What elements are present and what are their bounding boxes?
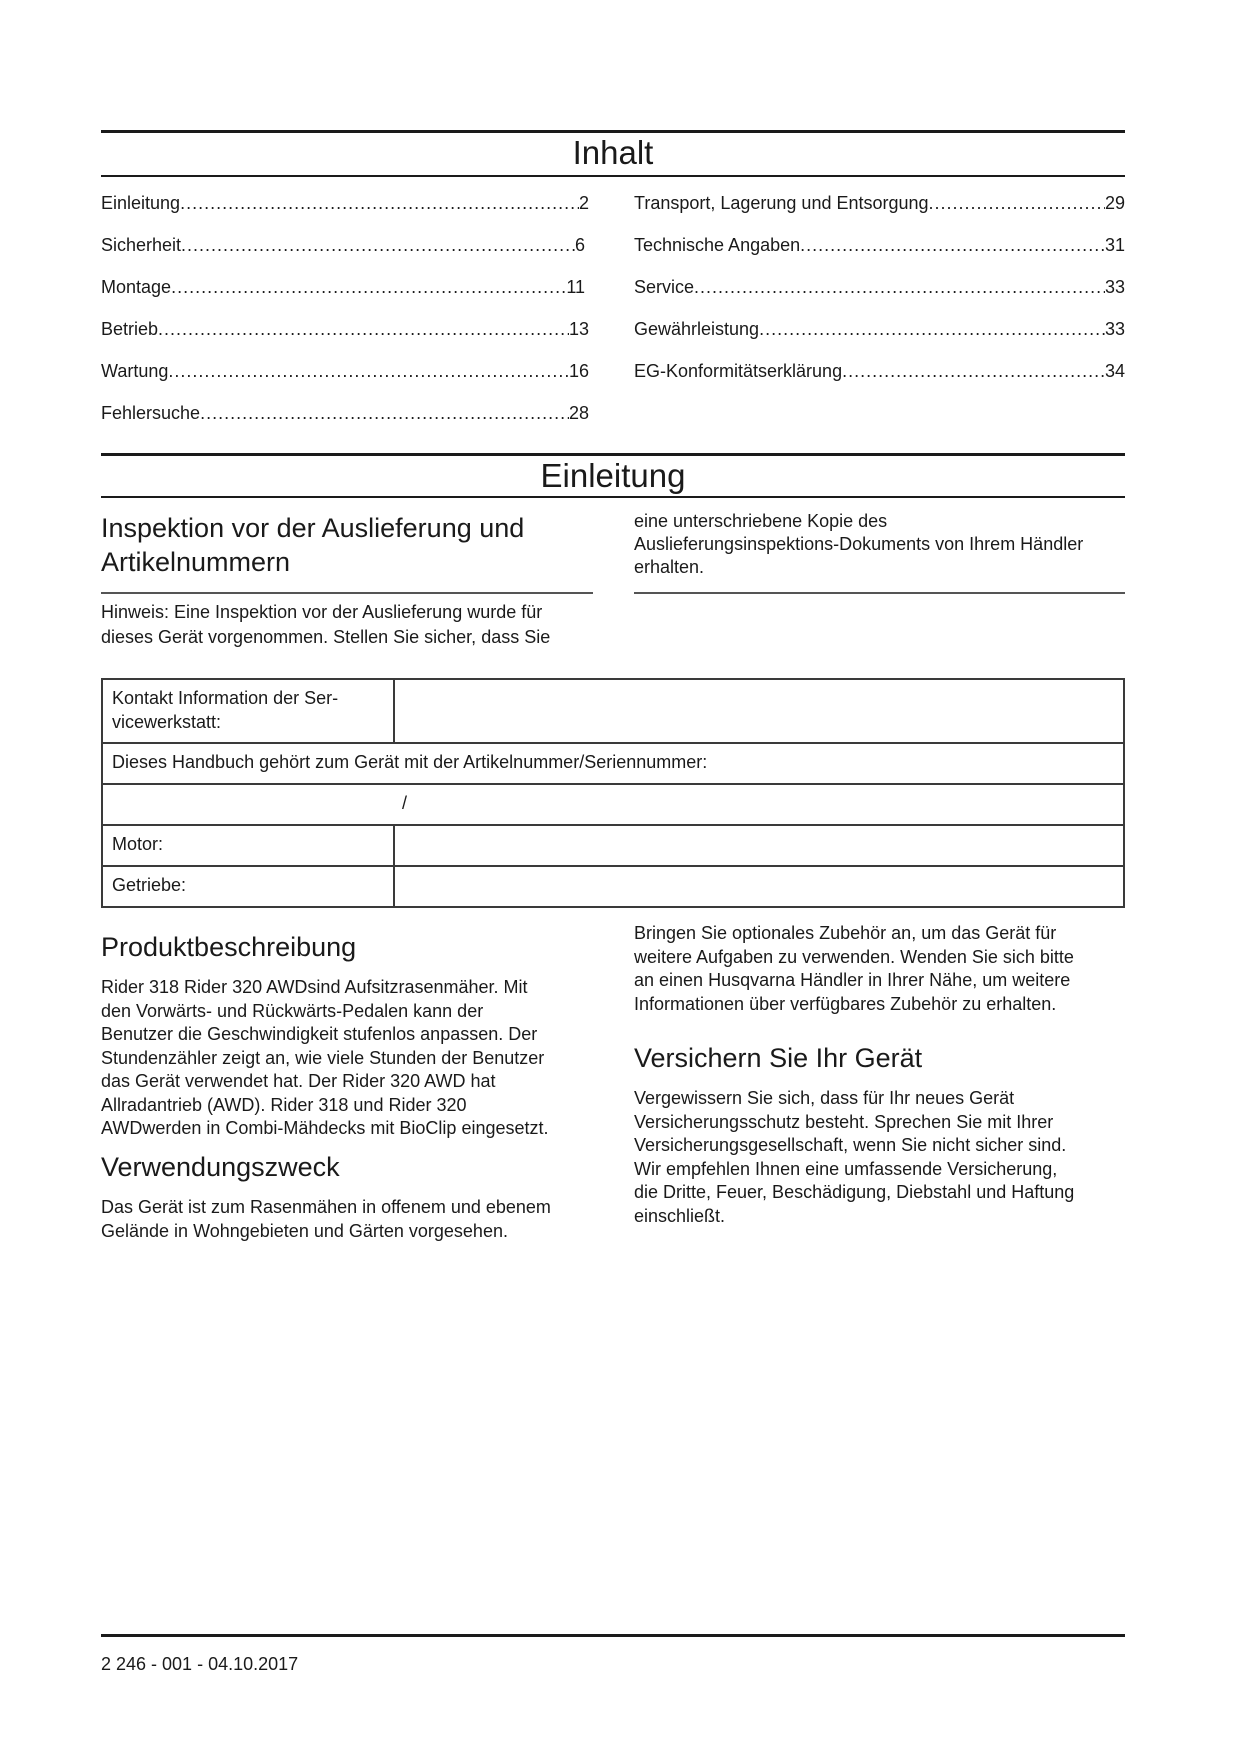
toc-entry-eg-konformitaet[interactable]: EG-Konformitätserklärung ..... 34 [634,360,1125,382]
footer-rule [101,1634,1125,1637]
inspection-right-text: eine unterschriebene Kopie des Auslieferungsinspektions-Dokuments von Ihrem Händler erhalten. [634,511,1084,577]
toc-title: Inhalt [572,134,654,171]
gearbox-label-cell: Getriebe: [102,866,394,907]
inspection-divider [101,592,593,594]
toc-bottom-rule [101,175,1125,177]
toc-entry-einleitung[interactable]: Einleitung ..... 2 [101,192,589,214]
purpose-text: Das Gerät ist zum Rasenmähen in offenem und ebenem Gelände in Wohngebieten und Gärten vorgesehen. [101,1197,551,1241]
product-description-section [101,930,601,1141]
purpose-heading: Verwendungszweck [101,1152,340,1182]
product-text: Rider 318 Rider 320 AWDsind Aufsitzrasenmäher. Mit den Vorwärts- und Rückwärts-Pedalen kann der Benutzer die Geschwindigkeit stufenlos anpassen. Der Stundenzähler zeigt an, wie viele Stunden der Benutzer das Gerät verwendet hat. Der Rider 320 AWD hat Allradantrieb (AWD). Rider 318 und Rider 320 AWDwerden in Combi-Mähdecks mit BioClip eingesetzt. [101,977,549,1138]
product-heading: Produktbeschreibung [101,932,357,962]
intro-bottom-rule [101,496,1125,498]
inspection-note: Hinweis: Eine Inspektion vor der Auslieferung wurde für dieses Gerät vorgenommen. Stellen Sie sicher, dass Sie [101,602,551,647]
toc-entry-transport[interactable]: Transport, Lagerung und Entsorgung ..... 29 [634,192,1125,214]
inspection-block [101,511,601,579]
toc-entry-service[interactable]: Service ..... 33 [634,276,1125,298]
note-label: Hinweis: [101,602,170,622]
insurance-section [634,1041,1134,1228]
accessories-text: Bringen Sie optionales Zubehör an, um das Gerät für weitere Aufgaben zu verwenden. Wenden Sie sich bitte an einen Husqvarna Händler in Ihrer Nähe, um weitere Informationen über verfügbares Zubehör zu erhalten. [634,923,1074,1014]
gearbox-value-cell[interactable] [394,866,1124,907]
serial-number-cell[interactable] [102,784,1124,825]
contact-label-cell: Kontakt Information der Ser- vicewerkstatt: [102,679,394,743]
purpose-section [101,1150,601,1243]
serial-separator: / [402,793,408,813]
insurance-text: Vergewissern Sie sich, dass für Ihr neues Gerät Versicherungsschutz besteht. Sprechen Sie mit Ihrer Versicherungsgesellschaft, wenn Sie nicht sicher sind. Wir empfehlen Ihnen eine umfassende Versicherung, die Dritte, Feuer, Beschädigung, Diebstahl und Haftung einschließt. [634,1088,1075,1226]
toc-entry-betrieb[interactable]: Betrieb ..... 13 [101,318,589,340]
toc-entry-montage[interactable]: Montage ..... 11 [101,276,585,298]
manual-serial-row: Dieses Handbuch gehört zum Gerät mit der Artikelnummer/Seriennummer: [102,743,1124,784]
footer-doc-number: 2 246 - 001 - 04.10.2017 [101,1654,299,1674]
contact-value-cell[interactable] [394,679,1124,743]
inspection-right-divider [634,592,1125,594]
motor-label-cell: Motor: [102,825,394,866]
toc-entry-fehlersuche[interactable]: Fehlersuche ..... 28 [101,402,589,424]
toc-entry-gewaehrleistung[interactable]: Gewährleistung ..... 33 [634,318,1125,340]
insurance-heading: Versichern Sie Ihr Gerät [634,1043,923,1073]
toc-entry-sicherheit[interactable]: Sicherheit ..... 6 [101,234,585,256]
intro-title: Einleitung [540,457,686,494]
product-info-table [101,678,1125,908]
toc-entry-wartung[interactable]: Wartung ..... 16 [101,360,589,382]
toc-entry-technische-angaben[interactable]: Technische Angaben ..... 31 [634,234,1125,256]
motor-value-cell[interactable] [394,825,1124,866]
inspection-heading: Inspektion vor der Auslieferung und Artikelnummern [101,513,525,577]
